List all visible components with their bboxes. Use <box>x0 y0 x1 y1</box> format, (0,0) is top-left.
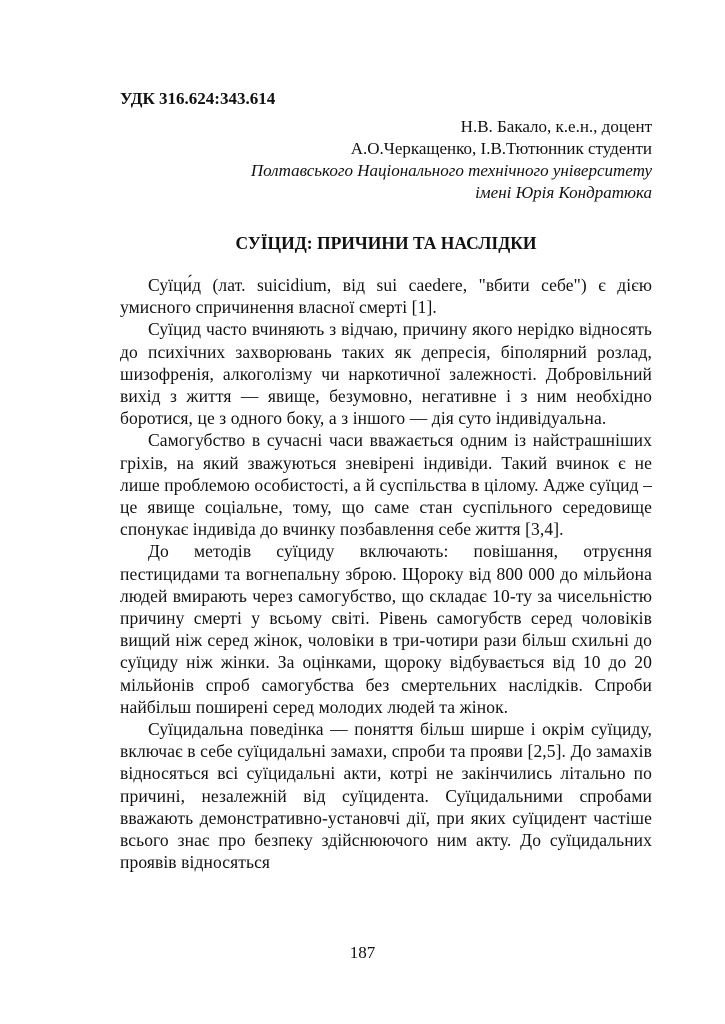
udc-code: УДК 316.624:343.614 <box>120 89 276 108</box>
paragraph: Суїцидальна поведінка — поняття більш ширше і окрім суїциду, включає в себе суїцидальні замахи, спроби та прояви [2,5]. До замахів відносяться всі суїцидальні акти, котрі не закінчились літально по причині, незалежній від суїцидента. Суїцидальними спробами вважають демонстративно-установчі дії, при яких суїцидент частіше всього знає про безпеку здійснюючого ним акту. До суїцидальних проявів відносяться <box>120 719 652 873</box>
article-title: СУЇЦИД: ПРИЧИНИ ТА НАСЛІДКИ <box>235 233 537 253</box>
article-body <box>120 274 652 873</box>
paragraph: Суїцид часто вчиняють з відчаю, причину якого нерідко відносять до психічних захворювань таких як депресія, біполярний розлад, шизофренія, алкоголізму чи наркотичної залежності. Добровільний вихід з життя — явище, безумовно, негативне і з ним необхідно боротися, це з одного боку, а з іншого — дія суто індивідуальна. <box>120 319 652 429</box>
article <box>120 88 652 873</box>
paragraph: До методів суїциду включають: повішання, отруєння пестицидами та вогнепальну зброю. Щороку від 800 000 до мільйона людей вмирають через самогубство, що складає 10-ту за чисельністю причину смерті у всьому світі. Рівень самогубств серед чоловіків вищий ніж серед жінок, чоловіки в три-чотири рази більш схильні до суїциду ніж жінки. За оцінками, щороку відбувається від 10 до 20 мільйонів спроб самогубства без смертельних наслідків. Спроби найбільш поширені серед молодих людей та жінок. <box>120 541 652 717</box>
author-block <box>120 116 652 204</box>
paragraph: Суїци́д (лат. suicidium, від sui caedere, "вбити себе") є дією умисного спричинення власної смерті [1]. <box>120 275 652 318</box>
author-line: А.О.Черкащенко, І.В.Тютюнник студенти <box>350 139 652 158</box>
affiliation-line: імені Юрія Кондратюка <box>475 183 652 202</box>
page-number: 187 <box>349 943 376 962</box>
author-line: Н.В. Бакало, к.е.н., доцент <box>460 117 652 136</box>
affiliation-line: Полтавського Національного технічного університету <box>250 161 652 180</box>
paragraph: Самогубство в сучасні часи вважається одним із найстрашніших гріхів, на який зважуються зневірені індивіди. Такий вчинок є не лише проблемою особистості, а й суспільства в цілому. Адже суїцид – це явище соціальне, тому, що саме стан суспільного середовище спонукає індивіда до вчинку позбавлення себе життя [3,4]. <box>120 430 652 540</box>
